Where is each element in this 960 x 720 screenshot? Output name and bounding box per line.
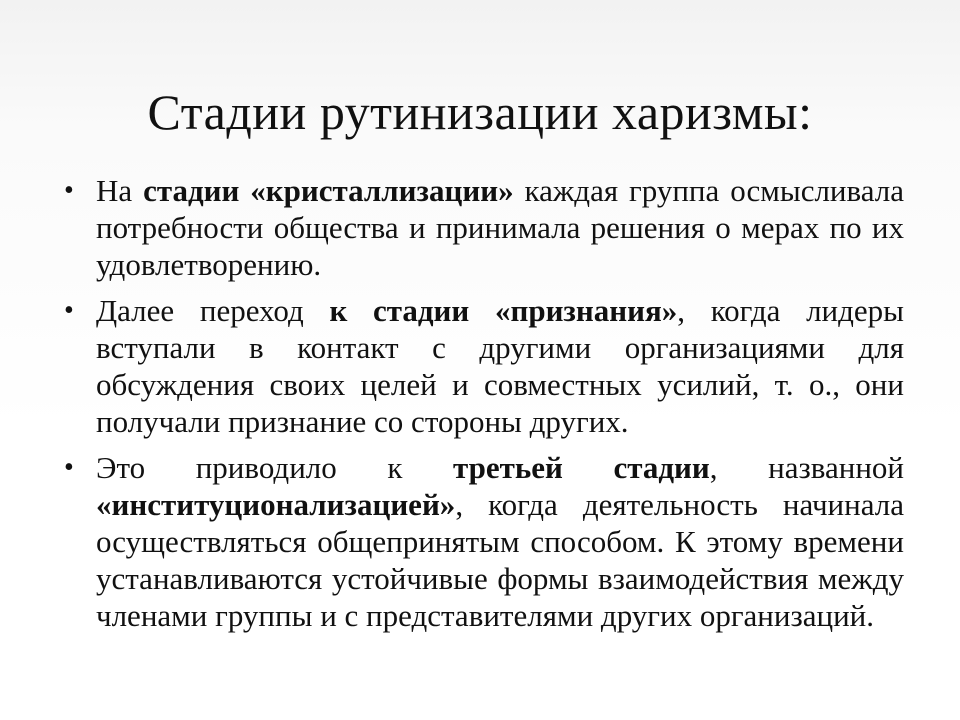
bullet-text-part: , когда деятельность начинала осуществляться общепринятым способом. К этому времени устанавливаются устойчивые формы взаимодействия между членами группы и с представителями других организаций. [96,487,904,633]
bullet-item-crystallization [56,172,904,283]
bullet-text-part: Далее переход [96,293,330,328]
bullet-marker: • [64,175,74,206]
bullet-text-part: На [96,173,144,208]
bullet-marker: • [64,295,74,326]
bullet-text-part: Это приводило к [96,450,454,485]
bullet-text-bold: третьей стадии [453,450,710,485]
bullet-marker: • [64,452,74,483]
slide-title: Стадии рутинизации харизмы: [147,84,813,140]
bullet-item-institutionalization [56,449,904,634]
bullet-text-part: каждая группа осмысливала потребности общества и принимала решения о мерах по их удовлетворению. [96,173,904,282]
bullet-text-bold: «институционализацией» [96,487,456,522]
bullet-list [56,172,904,643]
bullet-item-recognition [56,292,904,440]
bullet-text-part: , названной [709,450,904,485]
bullet-text-part: , когда лидеры вступали в контакт с другими организациями для обсуждения своих целей и совместных усилий, т. о., они получали признание со стороны других. [96,293,904,439]
bullet-text-bold: стадии «кристаллизации» [143,173,514,208]
bullet-text-bold: к стадии «признания» [329,293,678,328]
